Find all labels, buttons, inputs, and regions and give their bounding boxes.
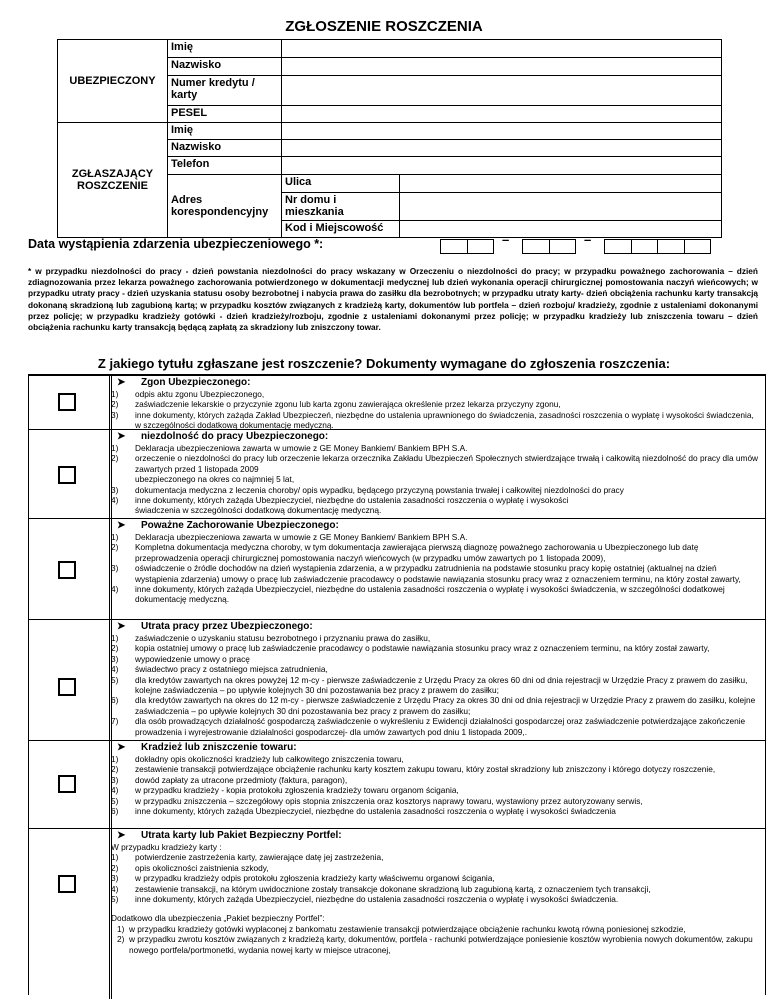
claim-item: dla kredytów zawartych na okres powyżej 12 m-cy - pierwsze zaświadczenie z Urzędu Pracy za okres 60 dni od dnia rejestracji w Urzędzie Pracy z prawem do zasiłku, kolejne zaświadczenia – po upływie kolejnych 30 dni pozostawania bez pracy z prawem do zasiłku; [135, 674, 748, 696]
claim-item: inne dokumenty, których zażąda Ubezpieczyciel, niezbędne do ustalenia zasadności roszczenia o wypłatę i wysokości świadczenia [135, 806, 616, 817]
claim-item: odpis aktu zgonu Ubezpieczonego, [135, 389, 265, 399]
insured-pesel-label: PESEL [168, 106, 282, 123]
claim-item: w przypadku zniszczenia – szczegółowy opis stopnia zniszczenia oraz kosztorys naprawy towaru, wystawiony przez autoryzowany serwis, [135, 795, 643, 806]
arrow-bullet-icon: ➤ [117, 431, 126, 442]
insured-first-name-label: Imię [168, 40, 282, 58]
claim-extra-intro: Dodatkowo dla ubezpieczenia „Pakiet bezpieczny Portfel”: [111, 913, 325, 924]
claim-checkbox-job-loss[interactable] [58, 678, 76, 696]
claim-item: w przypadku kradzieży odpis protokołu zgłoszenia kradzieży karty właściwemu organowi ścigania, [135, 873, 495, 884]
event-date-day-input[interactable] [440, 239, 494, 254]
claim-item: inne dokumenty, których zażąda Ubezpieczyciel, niezbędne do ustalenia zasadności roszczenia o wypłatę i wysokości świadczenia. [135, 894, 619, 905]
claim-row-card-loss: ➤ Utrata karty lub Pakiet Bezpieczny Portfel: W przypadku kradzieży karty : 1) potwierdzenie zastrzeżenia karty, zawierające datę jej zastrzeżenia, 2) opis okoliczności zaistnienia szkody, 3) w przypadku kradzieży odpis protokołu zgłoszenia kradzieży karty właściwemu organowi ścigania, 4) zestawienie transakcji, na którym uwidocznione zostały transakcje dokonane skradzioną lub zagubioną kartą, z oznaczeniem tych transakcji, 5) inne dokumenty, których zażąda Ubezpieczyciel, niezbędne do ustalenia zasadności roszczenia o wypłatę i wysokości świadczenia. Dodatkowo dla ubezpieczenia „Pakiet bezpieczny Portfel”: 1) w przypadku kradzieży gotówki wypłaconej z bankomatu zestawienie transakcji potwierdzające obciążenie rachunku kwotą równą poniesionej szkodzie, 2) w przypadku zwrotu kosztów związanych z kradzieżą karty, dokumentów, portfela - rachunki potwierdzające poniesienie kosztów wyrobienia nowych dokumentów, zakupu nowego portfela/portmonetki, wydania nowej karty w miejsce utraconej, [29, 828, 765, 999]
claim-item: zestawienie transakcji potwierdzające obciążenie rachunku karty kosztem zakupu towaru, który został skradziony lub zniszczony i którego dotyczy roszczenie, [135, 764, 716, 775]
claim-item: w przypadku zwrotu kosztów związanych z kradzieżą karty, dokumentów, portfela - rachunki potwierdzające poniesienie kosztów wyrobienia nowych dokumentów, zakupu nowego portfela/portmonetki, wydania nowej karty w miejsce utraconej, [129, 934, 753, 955]
claimant-last-name-field[interactable] [282, 140, 722, 157]
claim-item: Deklaracja ubezpieczeniowa zawarta w umowie z GE Money Bankiem/ Bankiem BPH S.A. [135, 532, 468, 542]
claimant-section-label: ZGŁASZAJĄCY ROSZCZENIE [58, 123, 168, 238]
claimant-phone-field[interactable] [282, 157, 722, 175]
claim-heading: Kradzież lub zniszczenie towaru: [141, 742, 297, 753]
claim-item: orzeczenie o niezdolności do pracy lub orzeczenie lekarza orzecznika Zakładu Ubezpieczeń Społecznych stwierdzające trwałą i całkowitą niezdolność do pracy dla umów zawartych przed 1 listopada 2009 [135, 453, 759, 474]
event-date-label: Data wystąpienia zdarzenia ubezpieczeniowego *: [28, 237, 324, 251]
claim-item: zaświadczenie o uzyskaniu statusu bezrobotnego i przyznaniu prawa do zasiłku, [135, 633, 431, 643]
address-house-number-field[interactable] [400, 193, 722, 221]
personal-data-table [57, 39, 722, 238]
insured-first-name-field[interactable] [282, 40, 722, 58]
address-house-number-label: Nr domu i mieszkania [282, 193, 400, 221]
event-date-month-input[interactable] [522, 239, 576, 254]
arrow-bullet-icon: ➤ [117, 520, 126, 531]
claim-item: dowód zapłaty za utracone przedmioty (faktura, paragon), [135, 774, 348, 785]
claims-table [28, 374, 766, 995]
insured-loan-number-label: Numer kredytu / karty [168, 76, 282, 106]
insured-loan-number-field[interactable] [282, 76, 722, 106]
claim-heading: Utrata karty lub Pakiet Bezpieczny Portfel: [141, 830, 342, 841]
claim-checkbox-death[interactable] [58, 393, 76, 411]
claim-row-incapacity: ➤ niezdolność do pracy Ubezpieczonego: 1) Deklaracja ubezpieczeniowa zawarta w umowie z GE Money Bankiem/ Bankiem BPH S.A. 2) orzeczenie o niezdolności do pracy lub orzeczenie lekarza orzecznika Zakładu Ubezpieczeń Społecznych stwierdzające trwałą i całkowitą niezdolność do pracy dla umów zawartych przed 1 listopada 2009 ubezpieczonego na okres co najmniej 5 lat, 3) dokumentacja medyczna z leczenia choroby/ opis wypadku, będącego przyczyną powstania trwałej i całkowitej niezdolności do pracy 4) inne dokumenty, których zażąda Ubezpieczyciel, niezbędne do ustalenia zasadności roszczenia o wypłatę i wysokości świadczenia w szczególności dodatkową dokumentację medyczną. [29, 429, 765, 518]
address-postcode-city-field[interactable] [400, 221, 722, 238]
claimant-phone-label: Telefon [168, 157, 282, 175]
claim-row-job-loss: ➤ Utrata pracy przez Ubezpieczonego: 1) zaświadczenie o uzyskaniu statusu bezrobotnego i przyznaniu prawa do zasiłku, 2) kopia ostatniej umowy o pracę lub zaświadczenie pracodawcy o podstawie nawiązania stosunku pracy wraz z oznaczeniem terminu, na który został zawarty, 3) wypowiedzenie umowy o pracę 4) świadectwo pracy z ostatniego miejsca zatrudnienia, 5) dla kredytów zawartych na okres powyżej 12 m-cy - pierwsze zaświadczenie z Urzędu Pracy za okres 60 dni od dnia rejestracji w Urzędzie Pracy z prawem do zasiłku, kolejne zaświadczenia – po upływie kolejnych 30 dni pozostawania bez pracy z prawem do zasiłku; 6) dla kredytów zawartych na okres do 12 m-cy - pierwsze zaświadczenie z Urzędu Pracy za okres 30 dni od dnia rejestracji w Urzędzie Pracy z prawem do zasiłku, kolejne zaświadczenia – po upływie kolejnych 30 dni pozostawania bez pracy z prawem do zasiłku; 7) dla osób prowadzących działalność gospodarczą zaświadczenie o wykreśleniu z Ewidencji działalności gospodarczej oraz zaświadczenie potwierdzające zakończenie prowadzenia i wyrejestrowanie działalności gospodarczej- dla umów zawartych pod dniu 1 listopada 2009,. [29, 619, 765, 740]
claim-intro: W przypadku kradzieży karty : [111, 842, 222, 852]
insured-last-name-label: Nazwisko [168, 58, 282, 76]
claim-item: dokładny opis okoliczności kradzieży lub całkowitego zniszczenia towaru, [135, 754, 404, 764]
date-separator: – [584, 232, 592, 247]
claim-item: potwierdzenie zastrzeżenia karty, zawierające datę jej zastrzeżenia, [135, 852, 384, 863]
insured-last-name-field[interactable] [282, 58, 722, 76]
event-date-year-input[interactable] [604, 239, 711, 254]
claim-item: dokumentacja medyczna z leczenia choroby/ opis wypadku, będącego przyczyną powstania trwałej i całkowitej niezdolności do pracy [135, 484, 624, 495]
claim-item: Deklaracja ubezpieczeniowa zawarta w umowie z GE Money Bankiem/ Bankiem BPH S.A. [135, 443, 468, 453]
insured-pesel-field[interactable] [282, 106, 722, 123]
claimant-last-name-label: Nazwisko [168, 140, 282, 157]
claim-heading: niezdolność do pracy Ubezpieczonego: [141, 431, 329, 442]
claim-item: zaświadczenie lekarskie o przyczynie zgonu lub karta zgonu zawierająca określenie przez lekarza przyczyny zgonu, [135, 399, 561, 410]
claim-checkbox-incapacity[interactable] [58, 466, 76, 484]
arrow-bullet-icon: ➤ [117, 377, 126, 388]
claim-checkbox-goods-theft[interactable] [58, 775, 76, 793]
page-title: ZGŁOSZENIE ROSZCZENIA [285, 18, 483, 35]
claim-item: opis okoliczności zaistnienia szkody, [135, 862, 269, 873]
claim-row-serious-illness: ➤ Poważne Zachorowanie Ubezpieczonego: 1) Deklaracja ubezpieczeniowa zawarta w umowie z GE Money Bankiem/ Bankiem BPH S.A. 2) Kompletna dokumentacja medyczna choroby, w tym dokumentacja zawierająca pierwszą diagnozę poważnego zachorowania u Ubezpieczonego lub datę przeprowadzenia operacji chirurgicznej pomostowania naczyń wieńcowych (w przypadku umów zawartych po 1 listopada 2009), 3) oświadczenie o źródle dochodów na dzień wystąpienia zdarzenia, a w przypadku zatrudnienia na podstawie stosunku pracy kopię ostatniej (aktualnej na dzień wystąpienia zdarzenia) umowy o pracę lub zaświadczenie pracodawcy o podstawie nawiązania stosunku pracy wraz z oznaczeniem terminu, na który został zawarty, 4) inne dokumenty, których zażąda Ubezpieczyciel, niezbędne do ustalenia zasadności roszczenia o wypłatę i wysokości świadczenia, w szczególności dodatkowej dokumentację medyczną. [29, 518, 765, 619]
arrow-bullet-icon: ➤ [117, 830, 126, 841]
claim-item: dla kredytów zawartych na okres do 12 m-cy - pierwsze zaświadczenie z Urzędu Pracy za okres 30 dni od dnia rejestracji w Urzędzie Pracy z prawem do zasiłku, kolejne zaświadczenia – po upływie kolejnych 30 dni pozostawania bez pracy z prawem do zasiłku; [135, 695, 756, 716]
address-street-label: Ulica [282, 175, 400, 193]
claim-heading: Utrata pracy przez Ubezpieczonego: [141, 621, 313, 632]
claim-item: oświadczenie o źródle dochodów na dzień wystąpienia zdarzenia, a w przypadku zatrudnienia na podstawie stosunku pracy kopię ostatniej (aktualnej na dzień wystąpienia zdarzenia) umowy o pracę lub zaświadczenie pracodawcy o podstawie nawiązania stosunku pracy wraz z oznaczeniem terminu, na który został zawarty, [135, 563, 741, 584]
insured-section-label: UBEZPIECZONY [58, 40, 168, 123]
claim-item: ubezpieczonego na okres co najmniej 5 lat, [135, 474, 295, 485]
claim-item: zestawienie transakcji, na którym uwidocznione zostały transakcje dokonane skradzioną lub zagubioną kartą, z oznaczeniem tych transakcji, [135, 883, 651, 894]
claim-item: inne dokumenty, których zażąda Ubezpieczyciel, niezbędne do ustalenia zasadności roszczenia o wypłatę i wysokości [135, 495, 569, 506]
claim-heading: Poważne Zachorowanie Ubezpieczonego: [141, 520, 339, 531]
claim-checkbox-serious-illness[interactable] [58, 561, 76, 579]
claim-item: inne dokumenty, których zażąda Ubezpieczyciel, niezbędne do ustalenia zasadności roszczenia o wypłatę i wysokości świadczenia, w szczególności dodatkowej dokumentację medyczną. [135, 584, 725, 605]
claim-item: inne dokumenty, których zażąda Zakład Ubezpieczeń, niezbędne do ustalenia uprawnionego do świadczenia, zasadności roszczenia o wypłatę i wysokości świadczenia, w szczególności dodatkową dokumentację medyczną. [135, 409, 754, 431]
claim-item: w przypadku kradzieży - kopia protokołu zgłoszenia kradzieży towaru organom ścigania, [135, 785, 459, 796]
claim-item: Kompletna dokumentacja medyczna choroby, w tym dokumentacja zawierająca pierwszą diagnozę poważnego zachorowania u Ubezpieczonego lub datę przeprowadzenia operacji chirurgicznej pomostowania naczyń wieńcowych (w przypadku umów zawartych po 1 listopada 2009), [135, 542, 699, 563]
claim-item: dla osób prowadzących działalność gospodarczą zaświadczenie o wykreśleniu z Ewidencji działalności gospodarczej oraz zaświadczenie potwierdzające zakończenie prowadzenia i wyrejestrowanie działalności gospodarczej- dla umów zawartych pod dniu 1 listopada 2009,. [135, 716, 746, 737]
claim-item: w przypadku kradzieży gotówki wypłaconej z bankomatu zestawienie transakcji potwierdzające obciążenie rachunku kwotą równą poniesionej szkodzie, [129, 923, 686, 934]
claim-item: świadczenia w szczególności dodatkową dokumentację medyczną. [135, 505, 382, 516]
claim-checkbox-card-loss[interactable] [58, 875, 76, 893]
claimant-first-name-label: Imię [168, 123, 282, 140]
date-separator: – [502, 232, 510, 247]
claim-question: Z jakiego tytułu zgłaszane jest roszczenie? Dokumenty wymagane do zgłoszenia roszczenia: [97, 356, 671, 371]
claim-item: wypowiedzenie umowy o pracę [135, 653, 250, 664]
address-street-field[interactable] [400, 175, 722, 193]
claim-row-goods-theft: ➤ Kradzież lub zniszczenie towaru: 1) dokładny opis okoliczności kradzieży lub całkowitego zniszczenia towaru, 2) zestawienie transakcji potwierdzające obciążenie rachunku karty kosztem zakupu towaru, który został skradziony lub zniszczony i którego dotyczy roszczenie, 3) dowód zapłaty za utracone przedmioty (faktura, paragon), 4) w przypadku kradzieży - kopia protokołu zgłoszenia kradzieży towaru organom ścigania, 5) w przypadku zniszczenia – szczegółowy opis stopnia zniszczenia oraz kosztorys naprawy towaru, wystawiony przez autoryzowany serwis, 6) inne dokumenty, których zażąda Ubezpieczyciel, niezbędne do ustalenia zasadności roszczenia o wypłatę i wysokości świadczenia [29, 740, 765, 828]
claimant-address-label: Adres korespondencyjny [168, 175, 282, 238]
claimant-first-name-field[interactable] [282, 123, 722, 140]
footnote: * w przypadku niezdolności do pracy - dzień powstania niezdolności do pracy wskazany w Orzeczeniu o niezdolności do pracy; w przypadku poważnego zachorowania – dzień zdiagnozowania przez lekarza poważnego zachorowania potwierdzonego w dokumentacji medycznej lub dzień wykonania operacji chirurgicznej pomostowania naczyń wieńcowych; w przypadku utraty pracy - dzień uzyskania statusu osoby bezrobotnej i nabycia prawa do zasiłku dla bezrobotnych; w przypadku utraty karty- dzień obciążenia rachunku karty transakcją dokonaną skradzioną lub zagubioną kartą; w przypadku kosztów związanych z kradzieżą karty, dokumentów lub portfela – dzień rozboju/ kradzieży, zgodnie z ustaleniami dokonanymi przez policję; w przypadku kradzieży gotówki - dzień kradzieży/rozboju, zgodnie z ustaleniami dokonanymi przez policję; w przypadku kradzieży lub zniszczenia towaru – dzień obciążenia rachunku karty transakcją będącą zapłatą za skradziony lub zniszczony towar. [28, 266, 758, 333]
address-postcode-city-label: Kod i Miejscowość [282, 221, 400, 238]
claim-item: świadectwo pracy z ostatniego miejsca zatrudnienia, [135, 664, 328, 675]
claim-row-death: ➤ Zgon Ubezpieczonego: 1) odpis aktu zgonu Ubezpieczonego, 2) zaświadczenie lekarskie o przyczynie zgonu lub karta zgonu zawierająca określenie przez lekarza przyczyny zgonu, 3) inne dokumenty, których zażąda Zakład Ubezpieczeń, niezbędne do ustalenia uprawnionego do świadczenia, zasadności roszczenia o wypłatę i wysokości świadczenia, w szczególności dodatkową dokumentację medyczną. [29, 375, 765, 429]
claim-heading: Zgon Ubezpieczonego: [141, 377, 251, 388]
claim-item: kopia ostatniej umowy o pracę lub zaświadczenie pracodawcy o podstawie nawiązania stosunku pracy wraz z oznaczeniem terminu, na który został zawarty, [135, 643, 710, 654]
arrow-bullet-icon: ➤ [117, 621, 126, 632]
arrow-bullet-icon: ➤ [117, 742, 126, 753]
